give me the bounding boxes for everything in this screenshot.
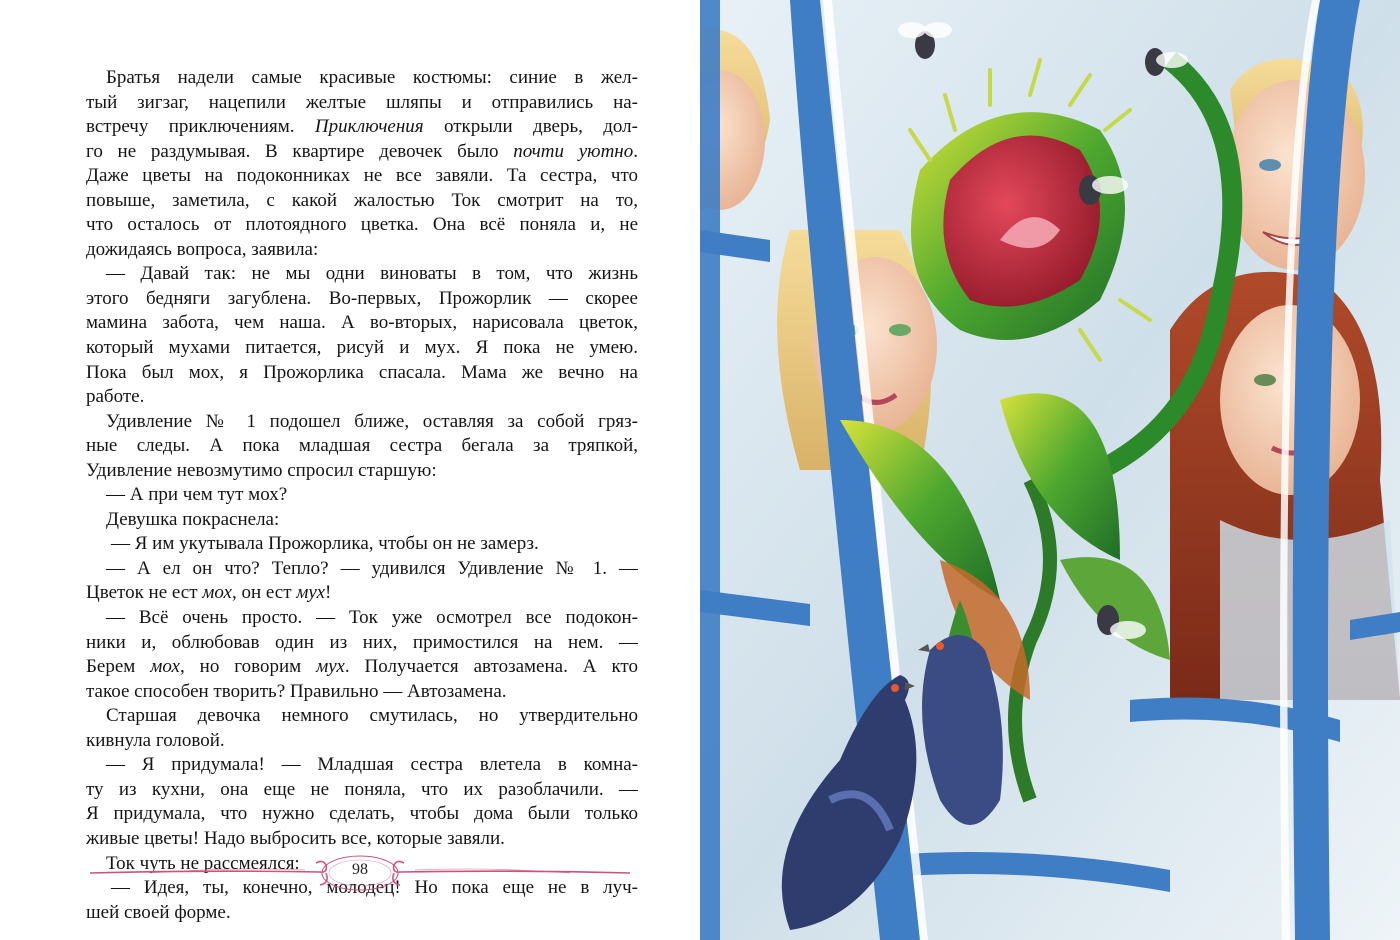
text-segment: ники и, облюбовав один из них, примостился на нем. —	[86, 631, 638, 653]
text-segment: ные следы. А пока младшая сестра бегала за тряпкой,	[86, 435, 638, 457]
text-segment: Цветок не ест	[86, 582, 203, 604]
text-segment: Пока был мох, я Прожорлика спасала. Мама же вечно на	[86, 361, 638, 383]
text-line	[86, 311, 638, 336]
text-line	[86, 778, 638, 803]
italic-text: Приключения	[314, 116, 424, 138]
text-segment: работе.	[86, 386, 145, 408]
text-segment: — Идея, ты, конечно, молодец! Но пока еще не в луч-	[111, 877, 638, 899]
text-segment: Девушка покраснела:	[106, 508, 280, 530]
text-line	[86, 287, 638, 312]
text-segment: Удивление № 1 подошел ближе, оставляя за собой гряз-	[106, 410, 638, 432]
text-line	[86, 238, 638, 263]
text-line	[86, 434, 638, 459]
text-segment: шей своей форме.	[86, 901, 231, 923]
text-segment: .	[633, 140, 638, 162]
text-segment: открыли дверь, дол-	[423, 116, 638, 138]
text-line	[86, 753, 638, 778]
text-line	[86, 361, 638, 386]
text-segment: — Давай так: не мы одни виноваты в том, что жизнь	[106, 263, 638, 285]
text-line	[86, 189, 638, 214]
text-segment: — Я придумала! — Младшая сестра влетела в комна-	[106, 754, 638, 776]
text-line	[86, 901, 638, 926]
text-segment: Удивление невозмутимо спросил старшую:	[86, 459, 437, 481]
text-line	[86, 557, 638, 582]
text-line	[86, 91, 638, 116]
text-segment: Я придумала, что нужно сделать, чтобы дома были только	[86, 803, 638, 825]
text-line	[86, 262, 638, 287]
ornament-divider-left	[90, 861, 327, 885]
text-segment: — Я им укутывала Прожорлика, чтобы он не замерз.	[111, 533, 539, 555]
text-segment: встречу приключениям.	[86, 116, 315, 138]
text-segment: такое способен творить? Правильно — Автозамена.	[86, 680, 507, 702]
text-segment: Берем	[86, 656, 151, 678]
text-segment: Даже цветы на подоконниках не все завяли. Та сестра, что	[86, 165, 638, 187]
text-segment: Старшая девочка немного смутилась, но утвердительно	[106, 705, 638, 727]
text-line	[86, 385, 638, 410]
text-line	[86, 704, 638, 729]
text-segment: го не раздумывая. В квартире девочек было	[86, 140, 514, 162]
text-segment: этого бедняги загублена. Во-первых, Прожорлик — скорее	[86, 287, 638, 309]
text-line	[86, 140, 638, 165]
text-segment: что осталось от плотоядного цветка. Она всё поняла и, не	[86, 214, 638, 236]
text-line	[86, 729, 638, 754]
text-segment: — Всё очень просто. — Ток уже осмотрел все подокон-	[106, 607, 638, 629]
text-line	[86, 66, 638, 91]
text-line	[86, 508, 638, 533]
text-segment: , но говорим	[179, 656, 317, 678]
italic-text: почти уютно	[513, 140, 634, 162]
illustration-art	[700, 0, 1400, 940]
text-segment: мамина забота, чем наша. А во-вторых, нарисовала цветок,	[86, 312, 638, 334]
text-line	[86, 164, 638, 189]
text-segment: дожидаясь вопроса, заявила:	[86, 238, 319, 260]
text-line	[86, 631, 638, 656]
italic-text: мух	[316, 656, 345, 678]
text-line	[86, 483, 638, 508]
text-line	[86, 655, 638, 680]
italic-text: мох	[150, 656, 180, 678]
story-text	[86, 66, 638, 925]
text-segment: кивнула головой.	[86, 729, 225, 751]
text-line	[86, 459, 638, 484]
text-line	[86, 802, 638, 827]
text-line	[86, 532, 638, 557]
text-segment: ту из кухни, она еще не поняла, что их разоблачили. —	[86, 778, 638, 800]
text-line	[86, 680, 638, 705]
page-number: 98	[352, 861, 368, 878]
text-line	[86, 115, 638, 140]
text-segment: , он ест	[231, 582, 297, 604]
text-segment: — А при чем тут мох?	[106, 484, 288, 506]
text-segment: тый зигзаг, нацепили желтые шляпы и отправились на-	[86, 91, 638, 113]
text-line	[86, 606, 638, 631]
text-segment: который мухами питается, рисуй и мух. Я пока не умею.	[86, 337, 638, 359]
text-line	[86, 581, 638, 606]
ornament-divider-right	[393, 861, 630, 885]
text-segment: — А ел он что? Тепло? — удивился Удивление № 1. —	[106, 557, 638, 579]
text-segment: !	[325, 582, 332, 604]
text-segment: повыше, заметила, с какой жалостью Ток смотрит на то,	[86, 189, 638, 211]
page-footer	[90, 853, 630, 893]
text-line	[86, 213, 638, 238]
text-segment: Ток чуть не рассмеялся:	[106, 852, 300, 874]
book-illustration	[700, 0, 1400, 940]
text-segment: живые цветы! Надо выбросить все, которые завяли.	[86, 827, 505, 849]
text-segment: . Получается автозамена. А кто	[344, 656, 638, 678]
text-line	[86, 410, 638, 435]
text-line	[86, 827, 638, 852]
italic-text: мох	[202, 582, 232, 604]
italic-text: мух	[296, 582, 326, 604]
text-line	[86, 336, 638, 361]
text-segment: Братья надели самые красивые костюмы: синие в жел-	[106, 67, 638, 88]
